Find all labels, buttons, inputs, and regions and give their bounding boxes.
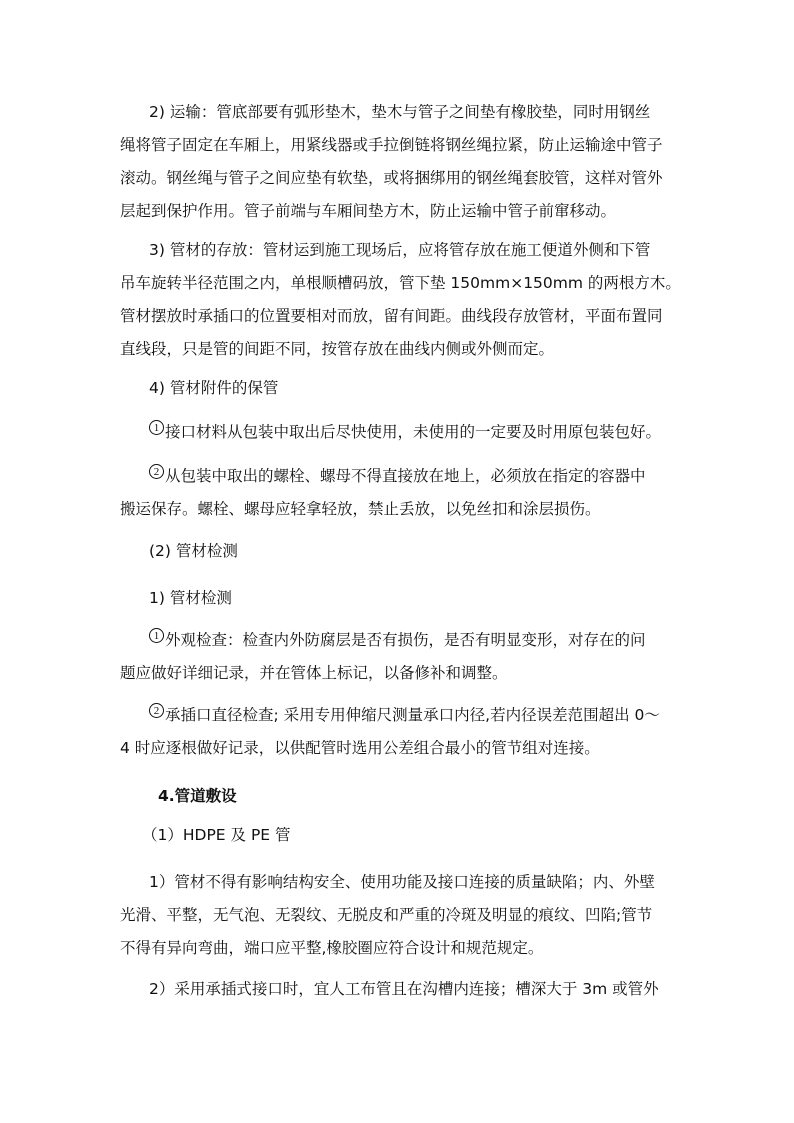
circled-number-marker: 1 — [149, 628, 164, 643]
paragraph-storage — [120, 234, 681, 366]
text-line: 2）采用承插式接口时，宜人工布管且在沟槽内连接；槽深大于 3m 或管外 — [149, 980, 659, 998]
text-line: 题应做好详细记录，并在管体上标记，以备修补和调整。 — [120, 664, 508, 682]
paragraph-hdpe-2 — [120, 973, 678, 1006]
text-line — [120, 416, 678, 449]
text-line: 4.管道敷设 — [158, 787, 237, 805]
paragraph-transport — [120, 96, 678, 228]
text-line: 搬运保存。螺栓、螺母应轻拿轻放，禁止丢放，以免丝扣和涂层损伤。 — [120, 500, 601, 518]
text-line: 4) 管材附件的保管 — [149, 379, 279, 397]
text-line: 光滑、平整，无气泡、无裂纹、无脱皮和严重的冷斑及明显的痕纹、凹陷;管节 — [120, 906, 653, 924]
paragraph-fittings-1 — [120, 416, 678, 449]
paragraph-hdpe-heading — [142, 819, 700, 852]
circled-number-marker: 2 — [149, 703, 164, 718]
text-content: 从包装中取出的螺栓、螺母不得直接放在地上，必须放在指定的容器中 — [165, 467, 646, 485]
text-line: 3) 管材的存放：管材运到施工现场后，应将管存放在施工便道外侧和下管 — [149, 241, 651, 259]
paragraph-inspection-2 — [120, 699, 678, 765]
paragraph-fittings-2 — [120, 460, 678, 526]
circled-number-marker: 2 — [149, 464, 164, 479]
text-content: 承插口直径检查; 采用专用伸缩尺测量承口内径,若内径误差范围超出 0～ — [165, 706, 660, 724]
paragraph-hdpe-1 — [120, 866, 678, 965]
circled-number-marker: 1 — [149, 420, 164, 435]
text-line: 绳将管子固定在车厢上，用紧线器或手拉倒链将钢丝绳拉紧，防止运输途中管子 — [120, 136, 663, 154]
text-line: 管材摆放时承插口的位置要相对而放，留有间距。曲线段存放管材，平面布置同 — [120, 307, 663, 325]
text-line: 1) 管材检测 — [149, 589, 232, 607]
text-line — [120, 699, 678, 732]
text-line: （1）HDPE 及 PE 管 — [142, 826, 291, 844]
paragraph-inspection-1 — [120, 624, 678, 690]
text-line — [120, 624, 678, 657]
text-content: 接口材料从包装中取出后尽快使用，未使用的一定要及时用原包装包好。 — [165, 423, 662, 441]
paragraph-fittings-title — [120, 372, 678, 405]
section-heading-pipe-laying — [158, 780, 716, 813]
text-line: 吊车旋转半径范围之内，单根顺槽码放，管下垫 150mm×150mm 的两根方木。 — [120, 274, 681, 292]
text-line — [120, 460, 678, 493]
paragraph-inspection-sub — [120, 582, 678, 615]
text-line: 层起到保护作用。管子前端与车厢间垫方木，防止运输中管子前窜移动。 — [120, 202, 617, 220]
text-line: 不得有异向弯曲，端口应平整,橡胶圈应符合设计和规范规定。 — [120, 939, 544, 957]
text-line: 滚动。钢丝绳与管子之间应垫有软垫，或将捆绑用的钢丝绳套胶管，这样对管外 — [120, 169, 663, 187]
text-line: 直线段，只是管的间距不同，按管存放在曲线内侧或外侧而定。 — [120, 340, 555, 358]
text-content: 外观检查：检查内外防腐层是否有损伤，是否有明显变形，对存在的问 — [165, 631, 646, 649]
text-line: 2) 运输：管底部要有弧形垫木，垫木与管子之间垫有橡胶垫，同时用钢丝 — [149, 103, 651, 121]
text-line: 4 时应逐根做好记录，以供配管时选用公差组合最小的管节组对连接。 — [120, 739, 600, 757]
text-line: (2) 管材检测 — [149, 542, 238, 560]
paragraph-inspection-heading — [120, 535, 678, 568]
text-line: 1）管材不得有影响结构安全、使用功能及接口连接的质量缺陷；内、外壁 — [149, 873, 655, 891]
